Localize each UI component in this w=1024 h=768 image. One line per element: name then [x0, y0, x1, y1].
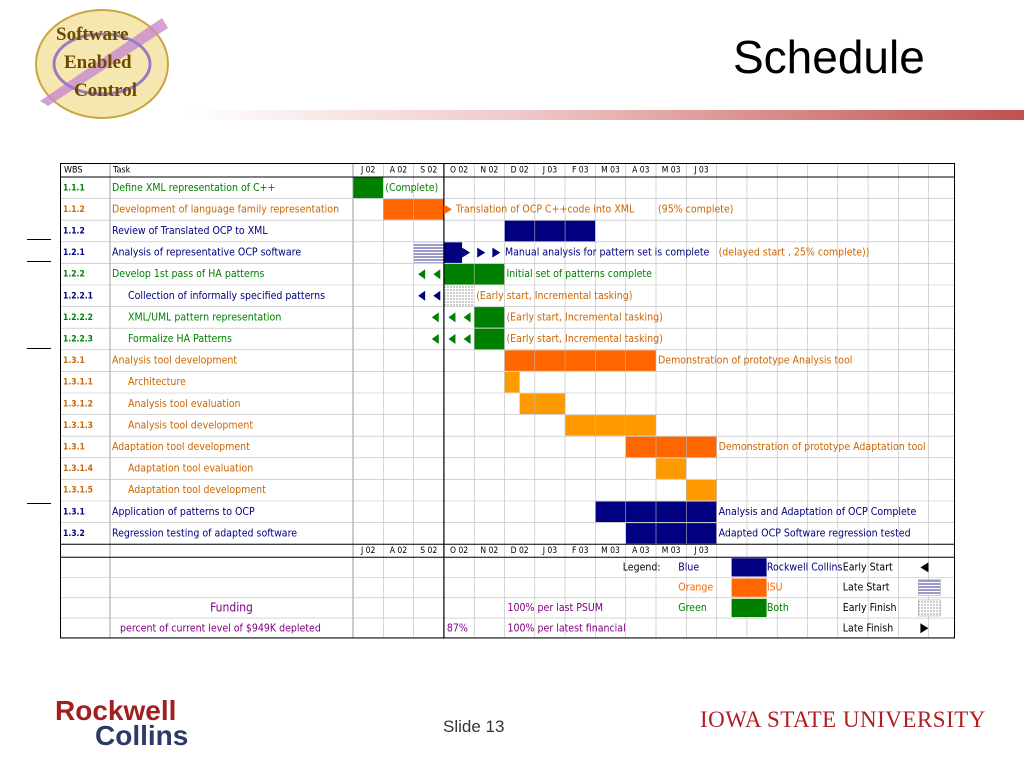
- task-name: Formalize HA Patterns: [128, 333, 232, 345]
- task-name: Analysis tool development: [112, 354, 238, 367]
- milestone-note: (Early start, Incremental tasking): [506, 311, 663, 324]
- task-name: Application of patterns to OCP: [112, 505, 255, 518]
- task-name: Review of Translated OCP to XML: [112, 225, 268, 237]
- margin-mark: [27, 348, 51, 349]
- legend-color-name: Green: [678, 601, 707, 614]
- task-name: Adaptation tool development: [112, 441, 250, 453]
- funding-financial-note: 100% per latest financial: [507, 622, 626, 635]
- funding-psum-note: 100% per last PSUM: [507, 601, 603, 614]
- task-name: Adaptation tool development: [128, 484, 266, 497]
- wbs-id: 1.1.2: [63, 226, 85, 237]
- gantt-bar: [686, 480, 716, 501]
- legend-color-name: Blue: [678, 561, 700, 574]
- month-header-bottom: S 02: [420, 546, 438, 557]
- task-name: Architecture: [128, 376, 186, 389]
- milestone-note: Demonstration of prototype Adaptation tool: [718, 441, 926, 453]
- milestone-note: Translation of OCP C++code into XML: [455, 203, 635, 216]
- margin-mark: [27, 239, 51, 240]
- task-name: XML/UML pattern representation: [128, 311, 282, 324]
- month-header: A 03: [632, 165, 650, 176]
- wbs-id: 1.3.1.5: [63, 485, 93, 496]
- month-header: O 02: [449, 165, 469, 176]
- milestone-note: (delayed start , 25% complete)): [718, 246, 870, 259]
- legend-symbol-label: Late Start: [842, 581, 890, 594]
- wbs-id: 1.2.2.3: [63, 334, 93, 345]
- month-header-bottom: D 02: [510, 546, 529, 557]
- month-header-bottom: M 03: [601, 546, 620, 557]
- gantt-bar: [444, 242, 462, 263]
- gantt-bar: [565, 415, 656, 436]
- month-header: D 02: [510, 165, 529, 176]
- task-name: Collection of informally specified patterns: [128, 289, 325, 302]
- milestone-note: Analysis and Adaptation of OCP Complete: [718, 505, 917, 518]
- task-name: Regression testing of adapted software: [112, 527, 298, 540]
- month-header: A 02: [389, 165, 408, 176]
- wbs-id: 1.1.1: [63, 183, 85, 194]
- wbs-id: 1.3.1.3: [63, 420, 93, 431]
- task-name: Analysis tool evaluation: [128, 397, 241, 410]
- gantt-bar: [474, 307, 504, 328]
- title-rule: [185, 110, 1024, 120]
- month-header: M 03: [661, 165, 681, 176]
- gantt-bar: [626, 437, 717, 458]
- early-finish-icon: [918, 600, 940, 616]
- wbs-id: 1.3.1: [63, 356, 85, 367]
- funding-sublabel: percent of current level of $949K depleted: [120, 622, 321, 635]
- month-header: J 03: [694, 165, 709, 176]
- gantt-bar: [444, 286, 474, 307]
- month-header: J 03: [542, 165, 558, 176]
- legend-symbol-label: Early Finish: [842, 601, 897, 614]
- wbs-id: 1.3.1: [63, 442, 85, 453]
- slide-title: Schedule: [733, 31, 925, 83]
- gantt-bar: [520, 394, 565, 415]
- milestone-note: Initial set of patterns complete: [506, 268, 652, 281]
- month-header: J 02: [360, 165, 376, 176]
- milestone-note: (95% complete): [658, 203, 734, 216]
- gantt-bar: [474, 329, 504, 350]
- milestone-note: (Early start, Incremental tasking): [506, 333, 663, 345]
- wbs-id: 1.1.2: [63, 204, 85, 215]
- company-line1: Rockwell: [55, 695, 177, 726]
- gantt-bar: [505, 350, 657, 371]
- legend-owner: Both: [766, 601, 789, 614]
- month-header: S 02: [420, 165, 438, 176]
- iowa-state-logo: IOWA STATE UNIVERSITY: [700, 707, 986, 732]
- month-header-bottom: J 02: [360, 546, 376, 557]
- wbs-id: 1.3.1.1: [63, 377, 93, 388]
- gantt-bar: [505, 221, 596, 242]
- legend-symbol-label: Early Start: [842, 561, 893, 574]
- late-start-icon: [918, 580, 940, 596]
- milestone-note: Manual analysis for pattern set is complete: [504, 246, 710, 259]
- wbs-id: 1.3.2: [63, 528, 85, 539]
- month-header-bottom: M 03: [661, 546, 681, 557]
- wbs-id: 1.2.1: [63, 248, 85, 259]
- month-header-bottom: N 02: [480, 546, 499, 557]
- month-header: N 02: [480, 165, 499, 176]
- legend-swatch: [732, 579, 767, 597]
- task-name: Analysis tool development: [128, 419, 254, 432]
- legend-swatch: [732, 599, 767, 617]
- wbs-id: 1.3.1.4: [63, 464, 93, 475]
- wbs-id: 1.3.1.2: [63, 399, 93, 410]
- wbs-id: 1.3.1: [63, 507, 85, 518]
- margin-mark: [27, 261, 51, 262]
- gantt-chart: [60, 163, 955, 650]
- company-line2: Collins: [95, 720, 189, 751]
- month-header-bottom: O 02: [449, 546, 469, 557]
- legend-color-name: Orange: [678, 581, 714, 594]
- slide-number: Slide 13: [443, 717, 505, 736]
- wbs-id: 1.2.2.2: [63, 312, 93, 323]
- gantt-bar: [656, 458, 686, 479]
- wbs-id: 1.2.2: [63, 269, 85, 280]
- wbs-id: 1.2.2.1: [63, 291, 93, 302]
- gantt-bar: [626, 523, 717, 544]
- gantt-bar: [505, 372, 520, 393]
- milestone-note: (Early start, Incremental tasking): [476, 289, 633, 302]
- month-header-bottom: J 03: [542, 546, 558, 557]
- gantt-bar: [353, 178, 383, 199]
- legend-owner: ISU: [766, 581, 783, 594]
- milestone-note: Demonstration of prototype Analysis tool: [658, 354, 853, 367]
- task-name: Development of language family representation: [112, 203, 340, 216]
- gantt-bar: [414, 242, 444, 263]
- milestone-note: Adapted OCP Software regression tested: [718, 527, 911, 540]
- funding-percent: 87%: [446, 622, 468, 635]
- month-header: F 03: [571, 165, 589, 176]
- logo-text-software: Software: [56, 24, 129, 45]
- month-header-bottom: A 03: [632, 546, 650, 557]
- legend-label: Legend:: [622, 561, 661, 574]
- month-header-bottom: F 03: [571, 546, 589, 557]
- legend-symbol-label: Late Finish: [842, 622, 894, 635]
- task-name: Adaptation tool evaluation: [128, 462, 254, 475]
- logo-text-enabled: Enabled: [64, 52, 132, 73]
- month-header-bottom: A 02: [389, 546, 408, 557]
- task-name: Develop 1st pass of HA patterns: [112, 268, 265, 281]
- month-header: M 03: [601, 165, 620, 176]
- task-name: Define XML representation of C++: [112, 181, 276, 194]
- funding-label: Funding: [210, 600, 253, 615]
- task-name: Analysis of representative OCP software: [112, 246, 302, 259]
- milestone-note: (Complete): [385, 181, 439, 194]
- logo-text-control: Control: [74, 80, 137, 101]
- sec-logo-icon: [30, 6, 175, 121]
- header-task: Task: [113, 165, 131, 176]
- legend-owner: Rockwell Collins: [766, 561, 843, 574]
- margin-mark: [27, 503, 51, 504]
- header-wbs: WBS: [64, 165, 83, 176]
- month-header-bottom: J 03: [694, 546, 709, 557]
- rockwell-collins-logo: [55, 695, 189, 751]
- legend-swatch: [732, 558, 767, 576]
